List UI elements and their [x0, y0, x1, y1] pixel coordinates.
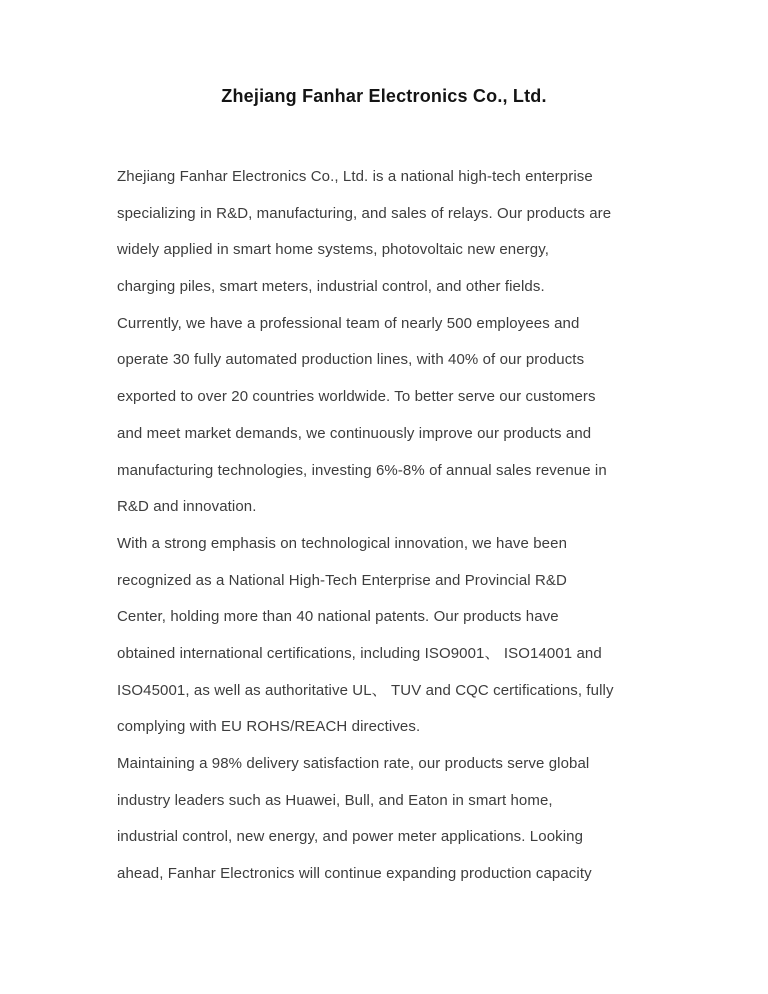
text-line: Maintaining a 98% delivery satisfaction rate, our products serve global — [117, 755, 590, 772]
text-line: industrial control, new energy, and power meter applications. Looking — [117, 828, 584, 846]
text-line: and meet market demands, we continuously improve our products and — [117, 424, 592, 442]
paragraph-customers-outlook — [117, 746, 662, 893]
text-line: obtained international certifications, including ISO9001、 ISO14001 and — [117, 644, 602, 662]
paragraph-company-intro — [117, 159, 662, 526]
document-body — [117, 159, 662, 893]
document-title: Zhejiang Fanhar Electronics Co., Ltd. — [221, 86, 547, 106]
text-line: specializing in R&D, manufacturing, and sales of relays. Our products are — [117, 204, 612, 222]
text-line: Center, holding more than 40 national patents. Our products have — [117, 608, 559, 626]
text-line: ISO45001, as well as authoritative UL、 TUV and CQC certifications, fully — [117, 681, 614, 699]
text-line: industry leaders such as Huawei, Bull, and Eaton in smart home, — [117, 791, 553, 809]
text-line: Zhejiang Fanhar Electronics Co., Ltd. is a national high-tech enterprise — [117, 168, 593, 185]
text-line: operate 30 fully automated production lines, with 40% of our products — [117, 351, 585, 369]
text-line: complying with EU ROHS/REACH directives. — [117, 718, 421, 736]
text-line: manufacturing technologies, investing 6%-8% of annual sales revenue in — [117, 461, 607, 479]
text-line: widely applied in smart home systems, photovoltaic new energy, — [117, 241, 549, 259]
text-line: With a strong emphasis on technological innovation, we have been — [117, 534, 568, 552]
text-line: Currently, we have a professional team of nearly 500 employees and — [117, 314, 580, 332]
text-line: R&D and innovation. — [117, 498, 257, 516]
text-line: exported to over 20 countries worldwide. To better serve our customers — [117, 388, 596, 406]
text-line: charging piles, smart meters, industrial control, and other fields. — [117, 278, 545, 296]
paragraph-innovation-certifications — [117, 526, 662, 746]
text-line: recognized as a National High-Tech Enterprise and Provincial R&D — [117, 571, 567, 589]
text-line: ahead, Fanhar Electronics will continue expanding production capacity — [117, 865, 592, 883]
